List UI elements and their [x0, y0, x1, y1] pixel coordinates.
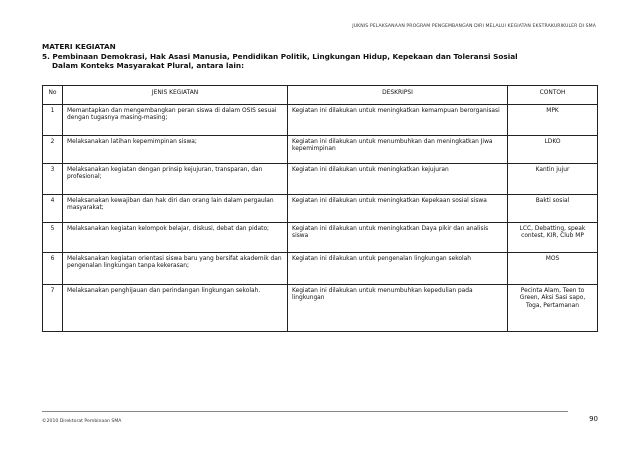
running-header: JUKNIS PELAKSANAAN PROGRAM PENGEMBANGAN DIRI MELALUI KEGIATAN EKSTRAKURIKULER DI SMA [352, 24, 596, 29]
table-row [43, 164, 598, 195]
cell-contoh: LCC, Debatting, speak contest, KIR, Club MP [508, 223, 598, 253]
table-header-row [43, 86, 598, 105]
section-heading [42, 42, 518, 71]
cell-contoh: LDKO [508, 136, 598, 164]
table-row [43, 136, 598, 164]
cell-no: 7 [43, 285, 63, 332]
cell-no: 4 [43, 195, 63, 223]
cell-deskripsi: Kegiatan ini dilakukan untuk meningkatkan Kepekaan sosial siswa [288, 195, 508, 223]
cell-no: 1 [43, 105, 63, 136]
section-title: MATERI KEGIATAN [42, 42, 116, 51]
cell-deskripsi: Kegiatan ini dilakukan untuk menumbuhkan kepedulian pada lingkungan [288, 285, 508, 332]
table-row [43, 195, 598, 223]
cell-deskripsi: Kegiatan ini dilakukan untuk meningkatkan kemampuan berorganisasi [288, 105, 508, 136]
cell-contoh: Pecinta Alam, Teen to Green, Aksi Sasi sapo, Toga, Pertamanan [508, 285, 598, 332]
table-row [43, 223, 598, 253]
column-header-deskripsi: DESKRIPSI [288, 86, 508, 105]
cell-jenis-kegiatan: Melaksanakan latihan kepemimpinan siswa; [63, 136, 288, 164]
cell-jenis-kegiatan: Melaksanakan kegiatan dengan prinsip kejujuran, transparan, dan profesional; [63, 164, 288, 195]
table-row [43, 105, 598, 136]
cell-contoh: MOS [508, 253, 598, 285]
cell-jenis-kegiatan: Melaksanakan penghijauan dan perindangan lingkungan sekolah. [63, 285, 288, 332]
cell-contoh: Bakti sosial [508, 195, 598, 223]
cell-contoh: Kantin jujur [508, 164, 598, 195]
cell-deskripsi: Kegiatan ini dilakukan untuk meningkatkan kejujuran [288, 164, 508, 195]
section-subtitle: 5. Pembinaan Demokrasi, Hak Asasi Manusia, Pendidikan Politik, Lingkungan Hidup, Kepekaan dan Toleransi Sosial [42, 51, 518, 61]
cell-deskripsi: Kegiatan ini dilakukan untuk meningkatkan Daya pikir dan analisis siswa [288, 223, 508, 253]
column-header-jenis-kegiatan: JENIS KEGIATAN [63, 86, 288, 105]
cell-jenis-kegiatan: Melaksanakan kewajiban dan hak diri dan orang lain dalam pergaulan masyarakat; [63, 195, 288, 223]
cell-deskripsi: Kegiatan ini dilakukan untuk menumbuhkan dan meningkatkan Jiwa kepemimpinan [288, 136, 508, 164]
cell-jenis-kegiatan: Memantapkan dan mengembangkan peran siswa di dalam OSIS sesuai dengan tugasnya masing-masing; [63, 105, 288, 136]
cell-contoh: MPK [508, 105, 598, 136]
activities-table [42, 85, 598, 332]
footer-divider [42, 411, 568, 412]
cell-no: 5 [43, 223, 63, 253]
table-row [43, 285, 598, 332]
footer-copyright: ©2010 Direktorat Pembinaan SMA [42, 419, 122, 424]
cell-no: 2 [43, 136, 63, 164]
section-subtitle-continued: Dalam Konteks Masyarakat Plural, antara lain: [52, 61, 245, 71]
table-row [43, 253, 598, 285]
cell-deskripsi: Kegiatan ini dilakukan untuk pengenalan lingkungan sekolah [288, 253, 508, 285]
column-header-no: No [43, 86, 63, 105]
column-header-contoh: CONTOH [508, 86, 598, 105]
cell-jenis-kegiatan: Melaksanakan kegiatan orientasi siswa baru yang bersifat akademik dan pengenalan lingkungan tanpa kekerasan; [63, 253, 288, 285]
cell-no: 6 [43, 253, 63, 285]
page-number: 90 [589, 415, 598, 423]
cell-no: 3 [43, 164, 63, 195]
cell-jenis-kegiatan: Melaksanakan kegiatan kelompok belajar, diskusi, debat dan pidato; [63, 223, 288, 253]
